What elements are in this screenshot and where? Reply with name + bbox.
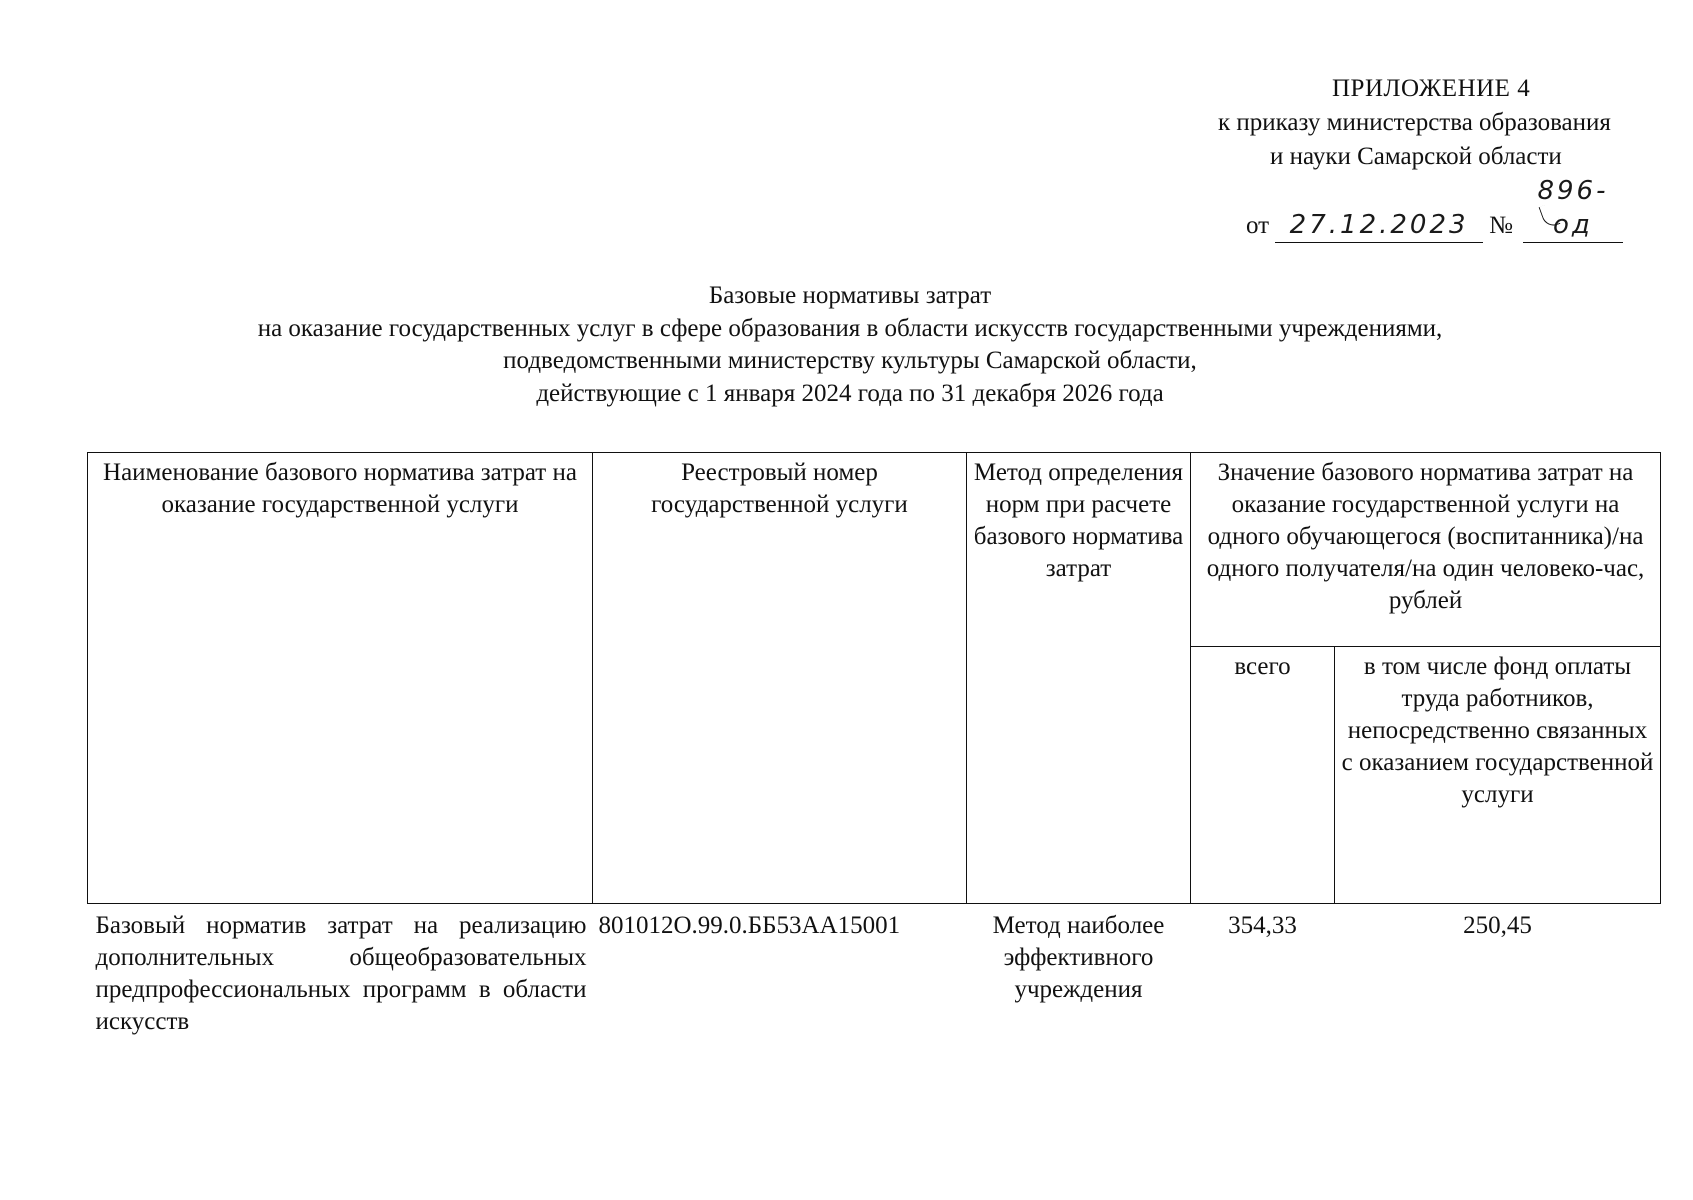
annex-block — [1170, 72, 1670, 243]
date-prefix: от — [1246, 212, 1270, 239]
header-total: всего — [1191, 647, 1335, 904]
row-method: Метод наиболее эффективного учреждения — [992, 912, 1165, 1003]
header-row — [88, 453, 1661, 647]
annex-date-number-line — [1170, 174, 1670, 243]
heading-line-3: подведомственными министерству культуры Самарской области, — [503, 347, 1197, 374]
heading-title: Базовые нормативы затрат — [708, 282, 992, 309]
annex-ministry-line: и науки Самарской области — [1270, 143, 1562, 170]
row-total: 354,33 — [1228, 912, 1297, 939]
heading-line-2: на оказание государственных услуг в сфере образования в области искусств государственными учреждениями, — [257, 314, 1443, 342]
document-heading — [80, 280, 1620, 410]
heading-line-4: действующие с 1 января 2024 года по 31 декабря 2026 года — [536, 379, 1164, 407]
row-payroll: 250,45 — [1463, 912, 1532, 939]
annex-order-line: к приказу министерства образования — [1218, 109, 1611, 136]
header-value: Значение базового норматива затрат на оказание государственной услуги на одного обучающегося (воспитанника)/на одного получателя/на один человеко-час, рублей — [1191, 453, 1661, 647]
norms-table — [87, 452, 1661, 1038]
row-name: Базовый норматив затрат на реализацию дополнительных общеобразовательных предпрофессиональных программ в области искусств — [95, 912, 587, 1035]
row-registry: 801012О.99.0.ББ53АА15001 — [598, 912, 901, 939]
header-method: Метод определения норм при расчете базового норматива затрат — [967, 453, 1191, 904]
annex-title: ПРИЛОЖЕНИЕ 4 — [1332, 75, 1531, 102]
header-name: Наименование базового норматива затрат на оказание государственной услуги — [88, 453, 593, 904]
handwritten-date: 27.12.2023 — [1275, 208, 1483, 243]
number-prefix: № — [1489, 212, 1513, 239]
table-row — [88, 904, 1661, 1039]
header-registry: Реестровый номер государственной услуги — [593, 453, 967, 904]
handwritten-number: 896-од — [1523, 174, 1623, 243]
header-payroll: в том числе фонд оплаты труда работников, непосредственно связанных с оказанием государственной услуги — [1335, 647, 1661, 904]
